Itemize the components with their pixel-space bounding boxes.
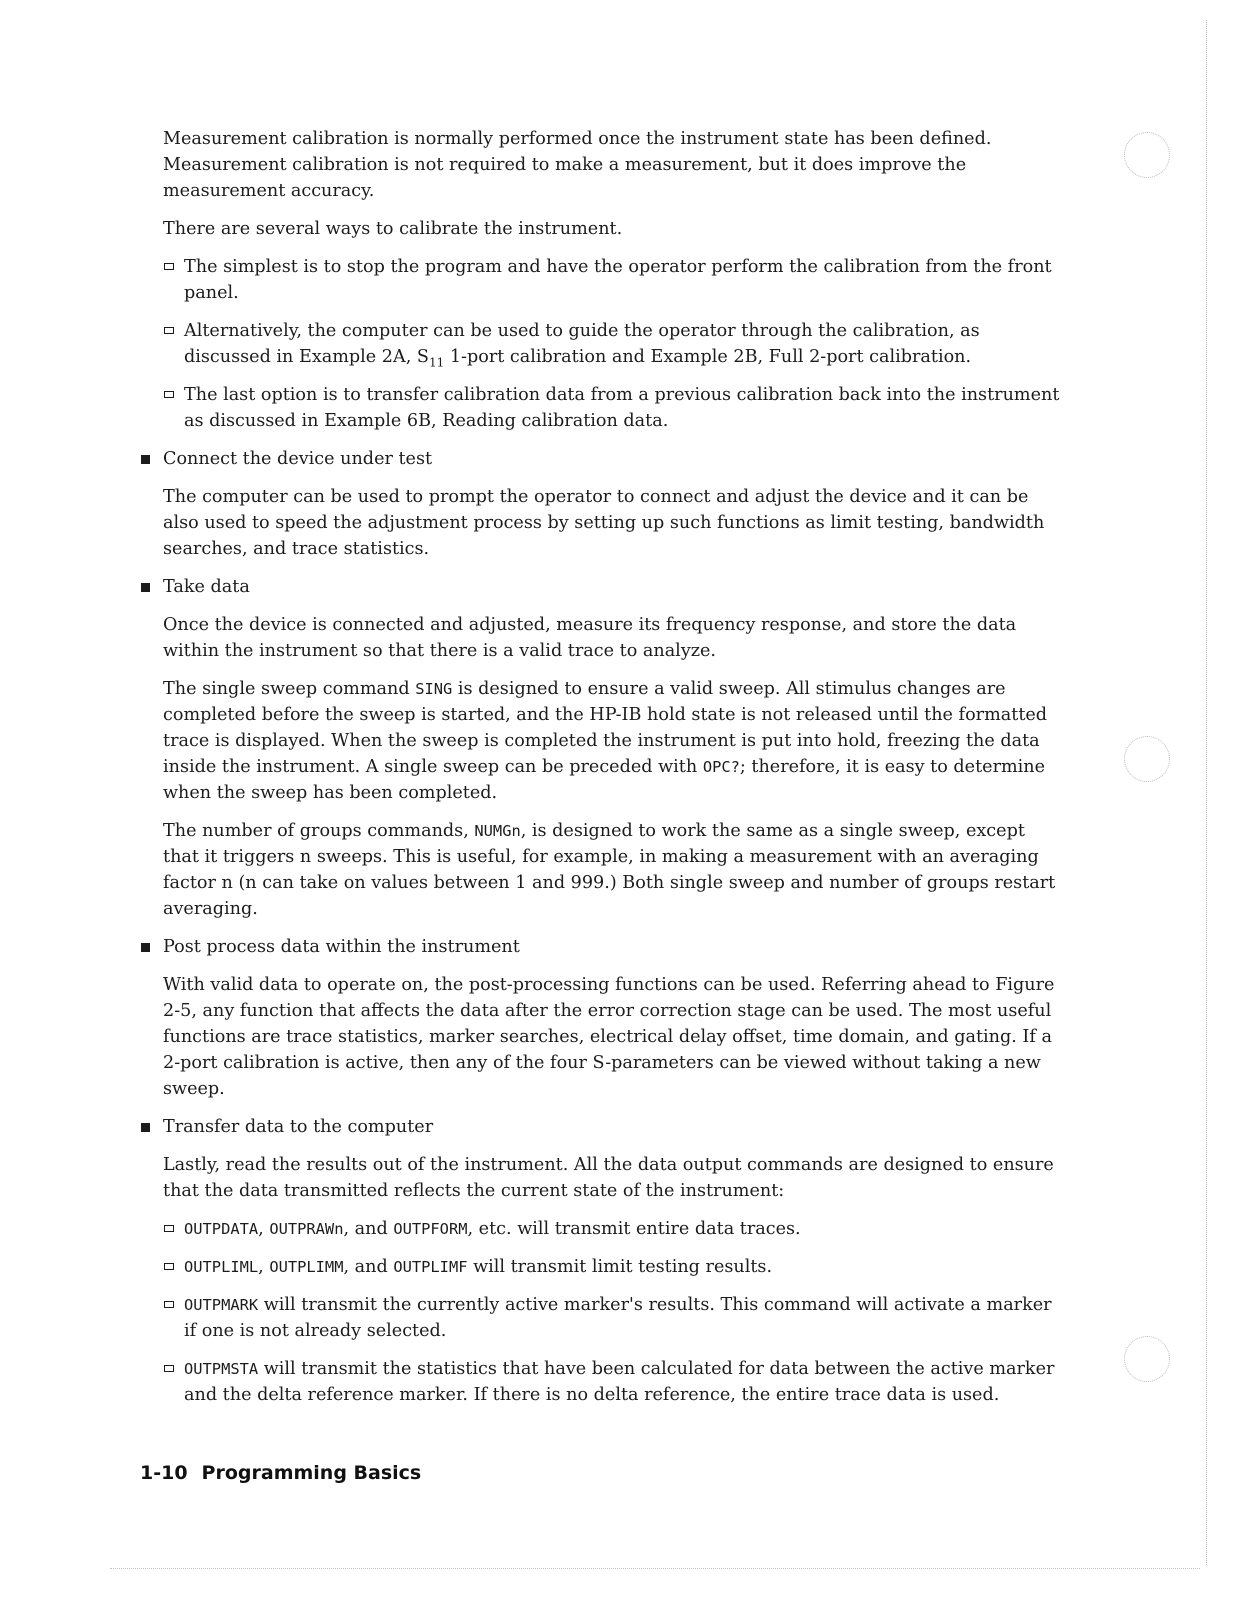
output-command-item-4 xyxy=(163,1356,1064,1408)
box-bullet-icon xyxy=(164,391,174,398)
calibration-option-1 xyxy=(163,254,1064,306)
connect-device-paragraph: The computer can be used to prompt the operator to connect and adjust the device and it can be also used to speed the adjustment process by setting up such functions as limit testing, bandwidth searches, and trace statistics. xyxy=(163,487,1045,559)
calibration-option-3 xyxy=(163,382,1064,434)
sing-command: SING xyxy=(415,680,453,698)
separator: , and xyxy=(343,1257,394,1277)
scan-edge-bottom xyxy=(110,1568,1200,1569)
post-process-heading xyxy=(139,934,1064,960)
outpform-command: OUTPFORM xyxy=(393,1220,468,1238)
calibration-intro-paragraph: Measurement calibration is normally performed once the instrument state has been defined. Measurement calibration is not required to make a measurement, but it does improve the measurement accuracy. xyxy=(163,129,992,201)
calibration-option-3-text: The last option is to transfer calibration data from a previous calibration back into the instrument as discussed in Example 6B, Reading calibration data. xyxy=(184,385,1060,431)
transfer-data-heading xyxy=(139,1114,1064,1140)
binder-hole-middle xyxy=(1124,736,1170,782)
box-bullet-icon xyxy=(164,1263,174,1270)
square-bullet-icon xyxy=(141,1123,150,1132)
connect-device-heading-text: Connect the device under test xyxy=(163,449,433,469)
number-of-groups-text-1: The number of groups commands, xyxy=(163,821,475,841)
take-data-heading xyxy=(139,574,1064,600)
number-of-groups-text-2: , is designed to work the same as a single sweep, except that it triggers n sweeps. This is useful, for example, in making a measurement with an averaging factor n (n can take on values between 1 and 999.) Both single sweep and number of groups restart averaging. xyxy=(163,821,1056,919)
box-bullet-icon xyxy=(164,1225,174,1232)
calibration-ways-paragraph: There are several ways to calibrate the instrument. xyxy=(163,219,623,239)
separator: , xyxy=(258,1219,270,1239)
box-bullet-icon xyxy=(164,1365,174,1372)
calibration-option-2-text-end: 1-port calibration and Example 2B, Full 2-port calibration. xyxy=(444,347,972,367)
post-process-paragraph: With valid data to operate on, the post-processing functions can be used. Referring ahead to Figure 2-5, any function that affects the data after the error correction stage can be used. The most useful functions are trace statistics, marker searches, electrical delay offset, time domain, and gating. If a 2-port calibration is active, then any of the four S-parameters can be viewed without taking a new sweep. xyxy=(163,975,1055,1099)
transfer-data-paragraph: Lastly, read the results out of the instrument. All the data output commands are designed to ensure that the data transmitted reflects the current state of the instrument: xyxy=(163,1155,1054,1201)
single-sweep-text-1: The single sweep command xyxy=(163,679,416,699)
number-of-groups-paragraph xyxy=(163,818,1064,922)
take-data-paragraph-1: Once the device is connected and adjusted, measure its frequency response, and store the data within the instrument so that there is a valid trace to analyze. xyxy=(163,615,1017,661)
opc-command: OPC? xyxy=(702,758,740,776)
box-bullet-icon xyxy=(164,327,174,334)
outplimf-command: OUTPLIMF xyxy=(393,1258,468,1276)
output-command-item-3 xyxy=(163,1292,1064,1344)
outpliml-command: OUTPLIML xyxy=(184,1258,259,1276)
s-parameter-subscript: 11 xyxy=(428,355,445,370)
separator: , xyxy=(258,1257,270,1277)
square-bullet-icon xyxy=(141,583,150,592)
outpdata-command: OUTPDATA xyxy=(184,1220,259,1238)
page-number: 1-10 xyxy=(140,1462,188,1484)
square-bullet-icon xyxy=(141,455,150,464)
output-command-item-2-text: will transmit limit testing results. xyxy=(467,1257,773,1277)
outpmark-command: OUTPMARK xyxy=(184,1296,259,1314)
post-process-heading-text: Post process data within the instrument xyxy=(163,937,520,957)
transfer-data-heading-text: Transfer data to the computer xyxy=(163,1117,434,1137)
calibration-option-2-text: Alternatively, the computer can be used to guide the operator through the calibration, as discussed in Example 2A, S xyxy=(184,321,980,367)
binder-hole-top xyxy=(1124,132,1170,178)
page-footer xyxy=(140,1462,421,1484)
section-title: Programming Basics xyxy=(201,1462,422,1484)
output-command-item-1-text: , etc. will transmit entire data traces. xyxy=(467,1219,801,1239)
box-bullet-icon xyxy=(164,1301,174,1308)
outplimm-command: OUTPLIMM xyxy=(269,1258,344,1276)
numgn-command: NUMGn xyxy=(474,822,521,840)
page-content xyxy=(139,126,1064,1420)
separator: , and xyxy=(343,1219,394,1239)
box-bullet-icon xyxy=(164,263,174,270)
output-command-item-4-text: will transmit the statistics that have been calculated for data between the active marker and the delta reference marker. If there is no delta reference, the entire trace data is used. xyxy=(184,1359,1055,1405)
output-command-item-3-text: will transmit the currently active marker's results. This command will activate a marker if one is not already selected. xyxy=(184,1295,1052,1341)
single-sweep-text-3: ; therefore, it is easy to determine when the sweep has been completed. xyxy=(163,757,1046,803)
single-sweep-text-2: is designed to ensure a valid sweep. All stimulus changes are completed before the sweep is started, and the HP-IB hold state is not released until the formatted trace is displayed. When the sweep is completed the instrument is put into hold, freezing the data inside the instrument. A single sweep can be preceded with xyxy=(163,679,1048,777)
outpmsta-command: OUTPMSTA xyxy=(184,1360,259,1378)
calibration-option-2 xyxy=(163,318,1064,370)
take-data-heading-text: Take data xyxy=(163,577,250,597)
output-command-item-2 xyxy=(163,1254,1064,1280)
output-command-item-1 xyxy=(163,1216,1064,1242)
outprawn-command: OUTPRAWn xyxy=(269,1220,344,1238)
connect-device-heading xyxy=(139,446,1064,472)
single-sweep-paragraph xyxy=(163,676,1064,806)
square-bullet-icon xyxy=(141,943,150,952)
calibration-option-1-text: The simplest is to stop the program and have the operator perform the calibration from the front panel. xyxy=(184,257,1052,303)
binder-hole-bottom xyxy=(1124,1336,1170,1382)
scan-edge-right xyxy=(1206,20,1207,1565)
